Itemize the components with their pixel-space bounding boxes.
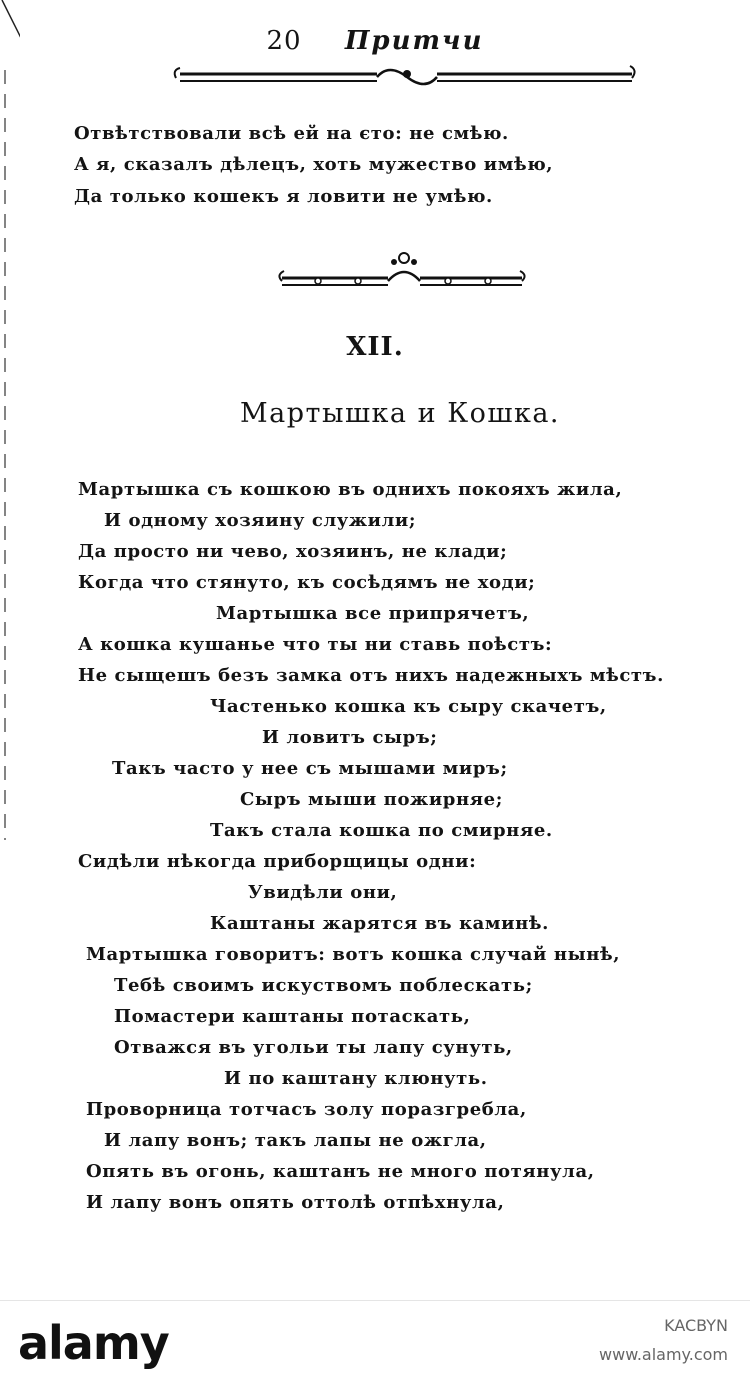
verse-line: Отвѣтствовали всѣ ей на єто: не смѣю.: [74, 123, 509, 144]
verse-line: Частенько кошка къ сыру скачетъ,: [210, 696, 607, 717]
section-divider-ornament: [278, 250, 528, 296]
verse-line: Когда что стянуто, къ сосѣдямъ не ходи;: [78, 572, 536, 593]
image-id: KACBYN: [664, 1316, 728, 1335]
verse-line: Мартышка говоритъ: вотъ кошка случай нынѣ,: [86, 944, 621, 965]
verse-line: Отважся въ угольи ты лапу сунуть,: [114, 1037, 513, 1058]
verse-line: И лапу вонъ опять оттолѣ отпѣхнула,: [86, 1192, 505, 1213]
verse-line: Мартышка съ кошкою въ однихъ покояхъ жила,: [78, 479, 623, 500]
running-title: Притчи: [344, 26, 484, 56]
verse-line: И по каштану клюнуть.: [224, 1068, 488, 1089]
verse-line: Каштаны жарятся въ каминѣ.: [210, 913, 550, 934]
verse-line: Сидѣли нѣкогда приборщицы одни:: [78, 851, 477, 872]
verse-line: И одному хозяину служили;: [104, 510, 417, 531]
verse-line: Да просто ни чево, хозяинъ, не клади;: [78, 541, 508, 562]
verse-line: Сыръ мыши пожирняе;: [240, 789, 503, 810]
verse-line: Да только кошекъ я ловити не умѣю.: [74, 186, 493, 207]
verse-line: Мартышка все припрячетъ,: [216, 603, 530, 624]
verse-line: И лапу вонъ; такъ лапы не ожгла,: [104, 1130, 487, 1151]
verse-line: А я, сказалъ дѣлецъ, хоть мужество имѣю,: [74, 154, 554, 175]
verse-line: Увидѣли они,: [248, 882, 398, 903]
verse-line: А кошка кушанье что ты ни ставь поѣстъ:: [78, 634, 553, 655]
verse-line: Такъ часто у нее съ мышами миръ;: [112, 758, 508, 779]
verse-line: Тебѣ своимъ искуствомъ поблескать;: [114, 975, 533, 996]
header-rule-ornament: [172, 62, 642, 92]
verse-line: Такъ стала кошка по смирняе.: [210, 820, 553, 841]
page-header: [0, 26, 750, 56]
verse-line: Проворница тотчасъ золу поразгребла,: [86, 1099, 527, 1120]
page-edge-mark: [0, 0, 20, 860]
watermark-logo: alamy: [18, 1316, 169, 1370]
page-number: 20: [266, 26, 302, 56]
verse-line: Опять въ огонь, каштанъ не много потянула,: [86, 1161, 595, 1182]
fable-number: XII.: [346, 332, 404, 362]
watermark-url: www.alamy.com: [599, 1345, 728, 1364]
verse-line: И ловитъ сыръ;: [262, 727, 438, 748]
verse-line: Помастери каштаны потаскать,: [114, 1006, 471, 1027]
fable-title: Мартышка и Кошка.: [240, 398, 560, 429]
verse-line: Не сыщешъ безъ замка отъ нихъ надежныхъ мѣстъ.: [78, 665, 664, 686]
